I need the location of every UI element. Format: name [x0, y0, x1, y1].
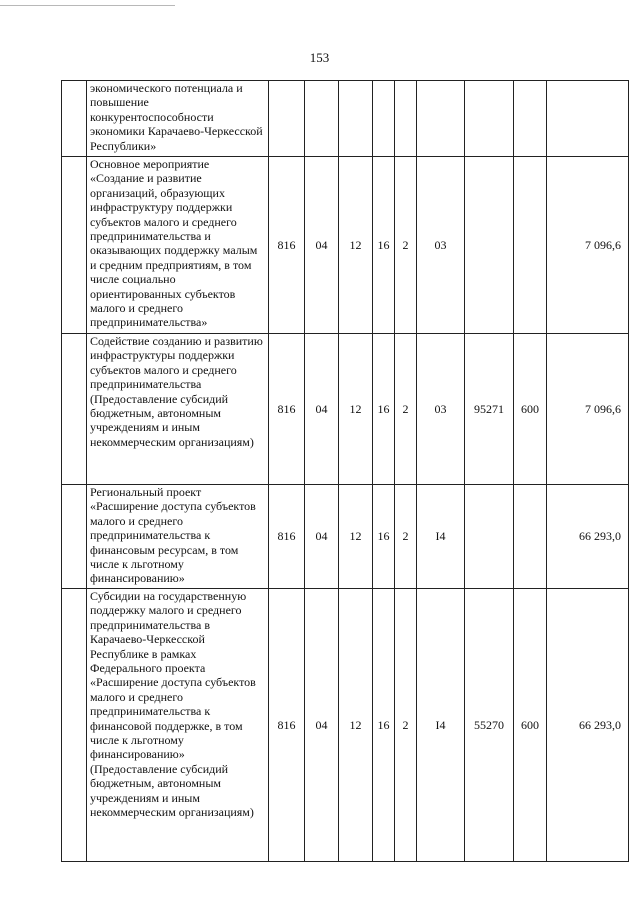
program-code-cell: 16	[373, 485, 395, 589]
row-number-cell	[62, 81, 87, 157]
subprogram-code-cell: 2	[395, 485, 417, 589]
section-code-cell	[305, 81, 339, 157]
subsection-code-cell: 12	[339, 485, 373, 589]
table-row	[62, 157, 629, 334]
scan-edge-line	[0, 5, 175, 6]
ministry-code-cell: 816	[269, 589, 305, 862]
expenditure-name-cell: Региональный проект «Расширение доступа субъектов малого и среднего предпринимательства к финансовым ресурсам, в том числе к льготному финансированию»	[87, 485, 269, 589]
activity-code-cell: 03	[417, 157, 465, 334]
expenditure-name-cell: Основное мероприятие «Создание и развитие организаций, образующих инфраструктуру поддержки субъектов малого и среднего предпринимательства и оказывающих поддержку малым и средним предприятиям, в том числе социально ориентированных субъектов малого и среднего предпринимательства»	[87, 157, 269, 334]
program-code-cell: 16	[373, 589, 395, 862]
row-number-cell	[62, 157, 87, 334]
activity-code-cell: I4	[417, 589, 465, 862]
program-code-cell: 16	[373, 157, 395, 334]
expense-type-cell	[514, 81, 547, 157]
expense-type-cell: 600	[514, 589, 547, 862]
subprogram-code-cell: 2	[395, 157, 417, 334]
expense-type-cell	[514, 485, 547, 589]
amount-cell: 66 293,0	[547, 485, 629, 589]
expense-type-cell: 600	[514, 334, 547, 485]
section-code-cell: 04	[305, 485, 339, 589]
ministry-code-cell: 816	[269, 334, 305, 485]
table-row	[62, 81, 629, 157]
expense-type-cell	[514, 157, 547, 334]
page-number: 153	[309, 50, 330, 65]
ministry-code-cell: 816	[269, 485, 305, 589]
amount-cell: 7 096,6	[547, 334, 629, 485]
subprogram-code-cell: 2	[395, 334, 417, 485]
expenditure-name-cell: Содействие созданию и развитию инфраструктуры поддержки субъектов малого и среднего предпринимательства (Предоставление субсидий бюджетным, автономным учреждениям и иным некоммерческим организациям)	[87, 334, 269, 485]
table-row	[62, 334, 629, 485]
table-body	[62, 81, 629, 862]
subsection-code-cell: 12	[339, 334, 373, 485]
direction-code-cell	[465, 157, 514, 334]
subprogram-code-cell: 2	[395, 589, 417, 862]
direction-code-cell	[465, 81, 514, 157]
table-row	[62, 485, 629, 589]
subsection-code-cell: 12	[339, 589, 373, 862]
amount-cell: 7 096,6	[547, 157, 629, 334]
expenditure-name-cell: экономического потенциала и повышение конкурентоспособности экономики Карачаево-Черкесской Республики»	[87, 81, 269, 157]
table-row	[62, 589, 629, 862]
direction-code-cell: 95271	[465, 334, 514, 485]
budget-table	[61, 80, 629, 862]
program-code-cell: 16	[373, 334, 395, 485]
direction-code-cell: 55270	[465, 589, 514, 862]
activity-code-cell: 03	[417, 334, 465, 485]
amount-cell: 66 293,0	[547, 589, 629, 862]
section-code-cell: 04	[305, 157, 339, 334]
program-code-cell	[373, 81, 395, 157]
activity-code-cell	[417, 81, 465, 157]
row-number-cell	[62, 589, 87, 862]
amount-cell	[547, 81, 629, 157]
section-code-cell: 04	[305, 334, 339, 485]
subsection-code-cell: 12	[339, 157, 373, 334]
expenditure-name-cell: Субсидии на государственную поддержку малого и среднего предпринимательства в Карачаево-Черкесской Республике в рамках Федерального проекта «Расширение доступа субъектов малого и среднего предпринимательства к финансовой поддержке, в том числе к льготному финансированию» (Предоставление субсидий бюджетным, автономным учреждениям и иным некоммерческим организациям)	[87, 589, 269, 862]
row-number-cell	[62, 334, 87, 485]
section-code-cell: 04	[305, 589, 339, 862]
direction-code-cell	[465, 485, 514, 589]
row-number-cell	[62, 485, 87, 589]
subsection-code-cell	[339, 81, 373, 157]
ministry-code-cell	[269, 81, 305, 157]
ministry-code-cell: 816	[269, 157, 305, 334]
activity-code-cell: I4	[417, 485, 465, 589]
subprogram-code-cell	[395, 81, 417, 157]
